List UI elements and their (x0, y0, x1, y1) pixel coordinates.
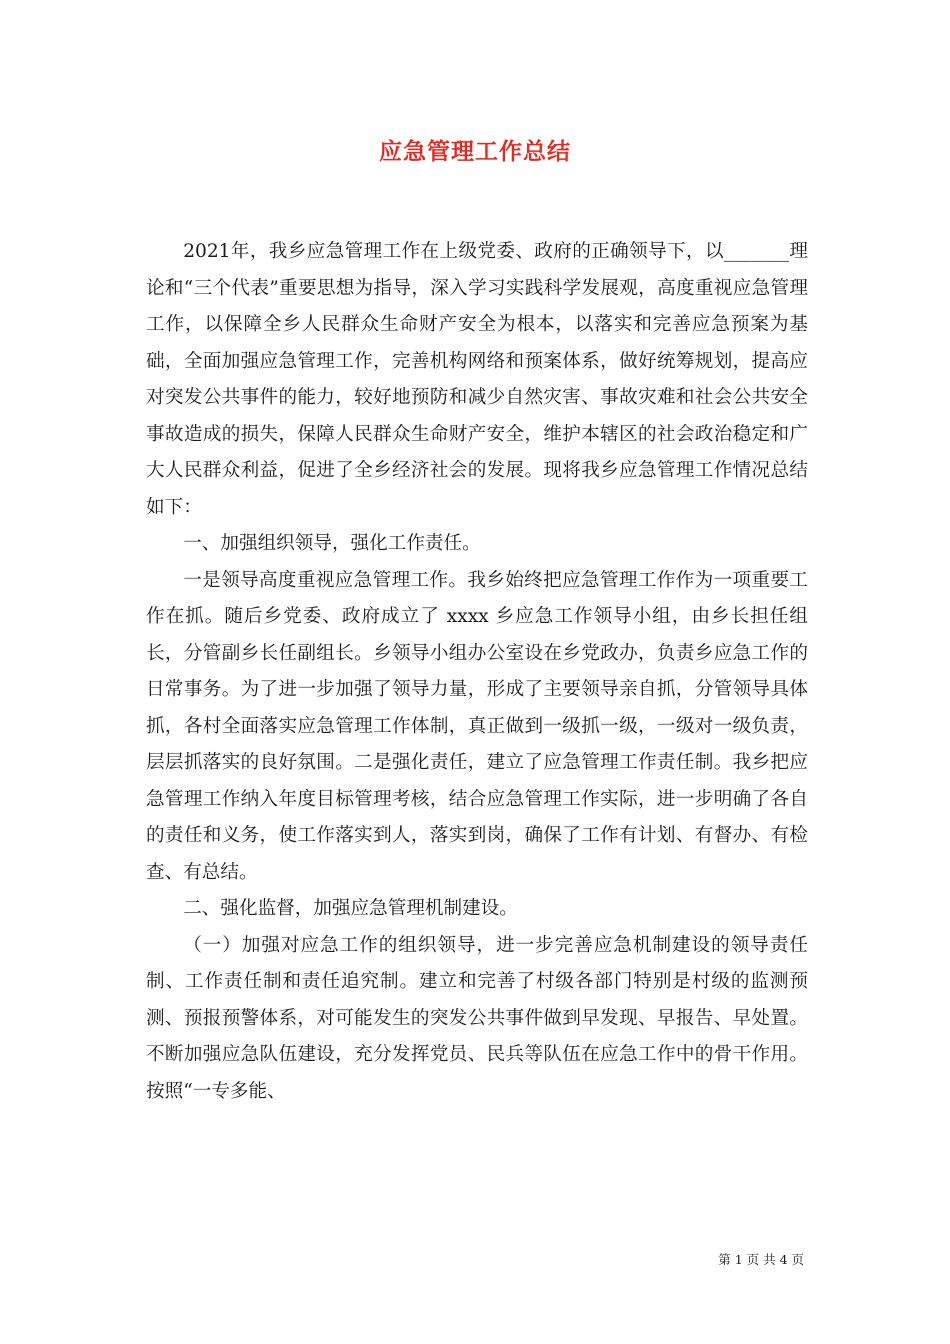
paragraph-intro: 2021年，我乡应急管理工作在上级党委、政府的正确领导下，以_______理论和“三个代表”重要思想为指导，深入学习实践科学发展观，高度重视应急管理工作，以保障全乡人民群众生命财产安全为根本，以落实和完善应急预案为基础，全面加强应急管理工作，完善机构网络和预案体系，做好统筹规划，提高应对突发公共事件的能力，较好地预防和减少自然灾害、事故灾难和社会公共安全事故造成的损失，保障人民群众生命财产安全，维护本辖区的社会政治稳定和广大人民群众利益，促进了全乡经济社会的发展。现将我乡应急管理工作情况总结如下： (146, 241, 808, 518)
page-number-footer: 第 1 页 共 4 页 (718, 1252, 804, 1267)
document-body (146, 234, 808, 1110)
document-title: 应急管理工作总结 (379, 139, 571, 165)
paragraph-section-2-1: （一）加强对应急工作的组织领导，进一步完善应急机制建设的领导责任制、工作责任制和责任追究制。建立和完善了村级各部门特别是村级的监测预测、预报预警体系，对可能发生的突发公共事件做到早发现、早报告、早处置。不断加强应急队伍建设，充分发挥党员、民兵等队伍在应急工作中的骨干作用。按照“一专多能、 (146, 934, 808, 1102)
section-heading-1: 一、加强组织领导，强化工作责任。 (183, 533, 481, 554)
paragraph-section-1: 一是领导高度重视应急管理工作。我乡始终把应急管理工作作为一项重要工作在抓。随后乡党委、政府成立了 xxxx 乡应急工作领导小组，由乡长担任组长，分管副乡长任副组长。乡领导小组办公室设在乡党政办，负责乡应急工作的日常事务。为了进一步加强了领导力量，形成了主要领导亲自抓，分管领导具体抓，各村全面落实应急管理工作体制，真正做到一级抓一级，一级对一级负责，层层抓落实的良好氛围。二是强化责任，建立了应急管理工作责任制。我乡把应急管理工作纳入年度目标管理考核，结合应急管理工作实际，进一步明确了各自的责任和义务，使工作落实到人，落实到岗，确保了工作有计划、有督办、有检查、有总结。 (146, 569, 808, 883)
section-heading-2: 二、强化监督，加强应急管理机制建设。 (183, 898, 518, 919)
